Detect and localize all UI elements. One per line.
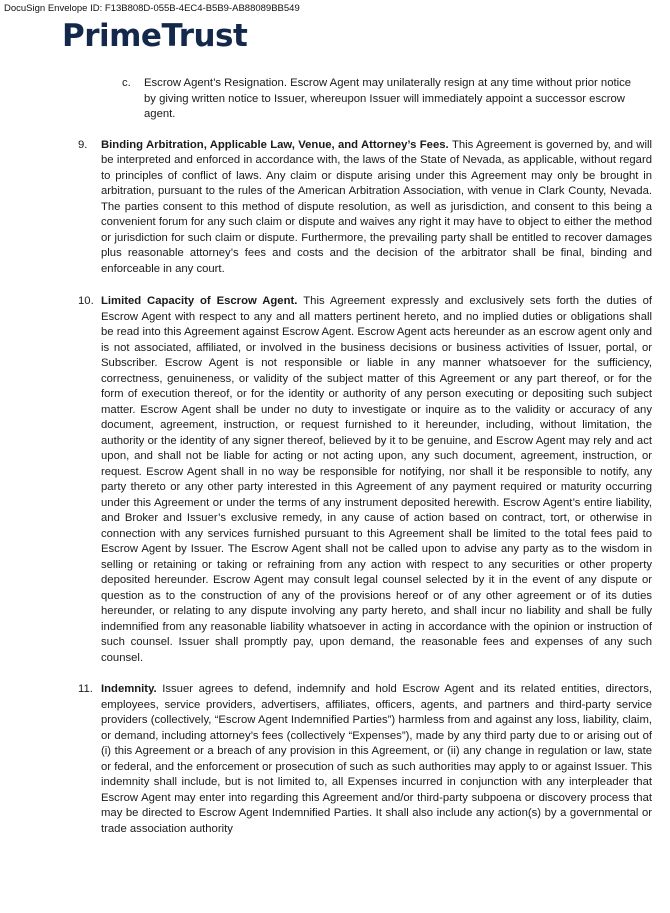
subclause-c-escrow-agent-resignation xyxy=(122,76,632,123)
section-number: 9. xyxy=(78,138,88,151)
section-heading: Indemnity. xyxy=(101,683,163,695)
section-number: 10. xyxy=(78,295,94,307)
section-10-limited-capacity xyxy=(78,294,652,666)
section-11-indemnity xyxy=(78,682,652,837)
subclause-marker: c. xyxy=(122,77,131,89)
section-9-binding-arbitration xyxy=(78,138,652,278)
docusign-envelope-id: DocuSign Envelope ID: F13B808D-055B-4EC4-B5B9-AB88089BB549 xyxy=(4,3,300,14)
document-body xyxy=(0,76,670,837)
section-number: 11. xyxy=(78,683,93,695)
section-heading: Binding Arbitration, Applicable Law, Venue, and Attorney’s Fees. xyxy=(101,138,452,151)
prime-trust-logo: PrimeTrust xyxy=(62,18,248,54)
subclause-text: Escrow Agent’s Resignation. Escrow Agent may unilaterally resign at any time without prior notice by giving written notice to Issuer, whereupon Issuer will immediately appoint a successor escrow agent. xyxy=(144,77,632,120)
section-body: This Agreement is governed by, and will be interpreted and enforced in accordance with, the laws of the State of Nevada, as applicable, without regard to principles of conflict of laws. Any claim or dispute arising under this Agreement may only be brought in arbitration, pursuant to the rules of the American Arbitration Association, with venue in Clark County, Nevada. The parties consent to this method of dispute resolution, as well as jurisdiction, and consent to this being a convenient forum for any such claim or dispute and waives any right it may have to object to either the method or jurisdiction for such claim or dispute. Furthermore, the prevailing party shall be entitled to recover damages plus reasonable attorney’s fees and costs and the decision of the arbitrator shall be final, binding and enforceable in any court. xyxy=(101,138,652,275)
section-body: This Agreement expressly and exclusively sets forth the duties of Escrow Agent with respect to any and all matters pertinent hereto, and no implied duties or obligations shall be read into this Agreement against Escrow Agent. Escrow Agent acts hereunder as an escrow agent only and is not associated, affiliated, or involved in the business decisions or business activities of Issuer, portal, or Subscriber. Escrow Agent is not responsible or liable in any manner whatsoever for the sufficiency, correctness, genuineness, or validity of the subject matter of this Agreement or any part thereof, or for the form of execution thereof, or for the identity or authority of any person executing or depositing such subject matter. Escrow Agent shall be under no duty to investigate or inquire as to the validity or accuracy of any document, agreement, instruction, or request furnished to it hereunder, including, without limitation, the authority or the identity of any signer thereof, believed by it to be genuine, and Escrow Agent may rely and act upon, and shall not be liable for acting or not acting upon, any such document, agreement, instruction, or request. Escrow Agent shall in no way be responsible for notifying, nor shall it be responsible to notify, any party thereto or any other party interested in this Agreement of any payment required or maturity occurring under this Agreement or under the terms of any instrument deposited herewith. Escrow Agent’s entire liability, and Broker and Issuer’s exclusive remedy, in any cause of action based on contract, tort, or otherwise in connection with any services furnished pursuant to this Agreement shall be limited to the total fees paid to Escrow Agent by Issuer. The Escrow Agent shall not be called upon to advise any party as to the wisdom in selling or retaining or taking or refraining from any action with respect to any securities or other property deposited hereunder. Escrow Agent may consult legal counsel selected by it in the event of any dispute or question as to the construction of any of the provisions hereof or of any other agreement or of its duties hereunder, or relating to any dispute involving any party hereto, and shall incur no liability and shall be fully indemnified from any reasonable liability whatsoever in acting in accordance with the opinion or instruction of such counsel. Issuer shall promptly pay, upon demand, the reasonable fees and expenses of any such counsel. xyxy=(101,295,652,664)
section-body: Issuer agrees to defend, indemnify and hold Escrow Agent and its related entities, directors, employees, service providers, advertisers, affiliates, officers, agents, and partners and third-party service providers (collectively, “Escrow Agent Indemnified Parties”) harmless from and against any loss, liability, claim, or demand, including attorney’s fees (collectively “Expenses”), made by any third party due to or arising out of (i) this Agreement or a breach of any provision in this Agreement, or (ii) any change in regulation or law, state or federal, and the enforcement or prosecution of such as such authorities may apply to or against Issuer. This indemnity shall include, but is not limited to, all Expenses incurred in conjunction with any interpleader that Escrow Agent may enter into regarding this Agreement and/or third-party subpoena or discovery process that may be directed to Escrow Agent Indemnified Parties. It shall also include any action(s) by a governmental or trade association authority xyxy=(101,683,652,835)
section-heading: Limited Capacity of Escrow Agent. xyxy=(101,295,304,307)
